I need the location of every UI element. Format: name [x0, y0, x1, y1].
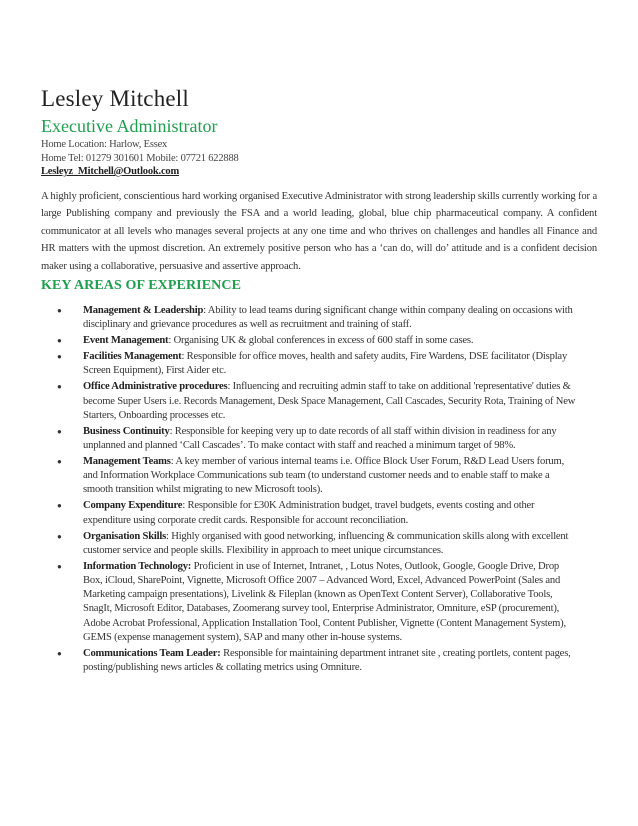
item-text: : A key member of various internal teams i.e. Office Block User Forum, R&D Lead Users forum, and Information Workplace Communications sub team (to understand customer needs and to enable staff to make a smooth transition whilst migrating to new Microsoft tools). — [83, 456, 565, 496]
list-item — [57, 380, 579, 423]
phone-numbers: Home Tel: 01279 301601 Mobile: 07721 622888 — [41, 153, 239, 164]
bullet-icon: ● — [57, 306, 62, 315]
item-label: Event Management — [83, 335, 169, 347]
bullet-icon: ● — [57, 561, 62, 571]
list-item — [57, 304, 579, 332]
item-label: Company Expenditure — [83, 500, 183, 512]
home-location: Home Location: Harlow, Essex — [41, 139, 168, 150]
item-text: : Responsible for office moves, health and safety audits, Fire Wardens, DSE facilitator (Display Screen Equipment), First Aider etc. — [83, 351, 568, 377]
list-item — [57, 560, 579, 645]
bullet-icon: ● — [57, 426, 62, 436]
item-label: Facilities Management — [83, 351, 182, 363]
list-item — [57, 455, 579, 498]
item-text: : Responsible for £30K Administration budget, travel budgets, events costing and other expenditure using corporate credit cards. Responsible for account reconciliation. — [83, 500, 535, 526]
item-text: : Ability to lead teams during significant change within company dealing on occasions with disciplinary and grievance procedures as well as recruitment and training of staff. — [83, 305, 573, 331]
item-label: Office Administrative procedures — [83, 381, 228, 393]
item-text: : Organising UK & global conferences in excess of 600 staff in some cases. — [168, 335, 474, 347]
bullet-icon: ● — [57, 336, 62, 346]
job-title: Executive Administrator — [41, 116, 218, 136]
candidate-name: Lesley Mitchell — [41, 86, 189, 111]
bullet-icon: ● — [57, 648, 62, 658]
item-text: : Highly organised with good networking, influencing & communication skills along with excellent customer service and people skills. Flexibility in approach to meet unique circumstances. — [83, 530, 569, 556]
item-text: Responsible for maintaining department intranet site , creating portlets, content pages, posting/publishing news articles & collating metrics using Omniture. — [83, 647, 571, 674]
item-text: : Influencing and recruiting admin staff to take on additional 'representative' duties & become Super Users i.e. Records Management, Desk Space Management, Call Cascades, Security Rota, Training of New Starters, Onboarding processes etc. — [83, 381, 576, 421]
email-link[interactable]: Lesleyz_Mitchell@Outlook.com — [41, 166, 180, 177]
list-item — [57, 425, 579, 453]
item-label: Business Continuity — [83, 425, 170, 437]
item-label: Management Teams — [83, 456, 171, 468]
bullet-icon: ● — [57, 457, 62, 467]
bullet-icon: ● — [57, 531, 62, 541]
item-text: : Responsible for keeping very up to date records of all staff within division in readiness for any unplanned and planned ‘Call Cascades’. To make contact with staff and reached a minimum target of 98%. — [83, 425, 557, 452]
item-text: Proficient in use of Internet, Intranet, , Lotus Notes, Outlook, Google, Google Drive, Drop Box, iCloud, SharePoint, Vignette, Microsoft Office 2007 – Advanced Word, Excel, Advanced PowerPoint (Sales and Marketing campaign presentations), Livelink & Fileplan (known as OpenText Content Server), Collaborative Tools, SnagIt, Microsoft Editor, Databases, Zoomerang survey tool, Enterprise Administrator, Omniture, eSP (procurement), Adobe Acrobat Professional, Application Installation Tool, Content Publisher, Vignette (Content Management System), GEMS (expense management system), SAP and many other in-house systems. — [83, 560, 566, 643]
key-areas-heading: KEY AREAS OF EXPERIENCE — [41, 278, 242, 293]
item-label: Organisation Skills — [83, 530, 167, 542]
key-areas-list — [57, 304, 579, 677]
list-item — [57, 350, 579, 378]
item-label: Information Technology: — [83, 560, 192, 572]
list-item — [57, 334, 579, 348]
bullet-icon: ● — [57, 382, 62, 392]
list-item — [57, 530, 579, 558]
item-label: Communications Team Leader: — [83, 647, 221, 659]
list-item — [57, 499, 579, 527]
item-label: Management & Leadership — [83, 305, 204, 316]
bullet-icon: ● — [57, 501, 62, 511]
bullet-icon: ● — [57, 352, 62, 362]
list-item — [57, 647, 579, 675]
profile-summary: A highly proficient, conscientious hard working organised Executive Administrator with strong leadership skills currently working for a large Publishing company and previously the FSA and a world leading, global, blue chip pharmaceutical company. A confident communicator at all levels who manages several projects at any one time and who thrives on challenges and handles all Finance and HR matters with the upmost discretion. An extremely positive person who has a ‘can do, will do’ attitude and is a confident decision maker using a collaborative, persuasive and assertive approach. — [41, 191, 597, 272]
